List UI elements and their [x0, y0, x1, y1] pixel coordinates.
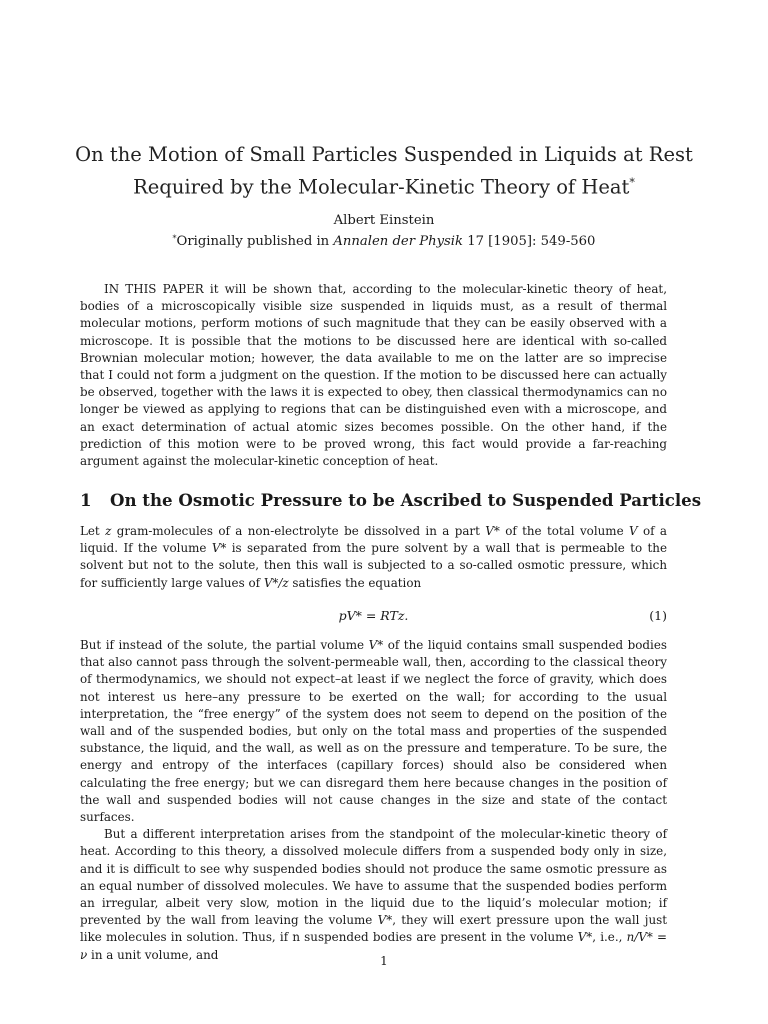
journal-name: Annalen der Physik [333, 234, 463, 249]
paragraph-2: But if instead of the solute, the partial volume V* of the liquid contains small suspended bodies that also cannot pass through the solvent-permeable wall, then, according to the classical theory of thermodynamics, we should not expect–at least if we neglect the force of gravity, which does not interest us here–any pressure to be exerted on the wall; for according to the usual interpretation, the “free energy” of the system does not seem to depend on the position of the wall and of the suspended bodies, but only on the total mass and properties of the suspended substance, the liquid, and the wall, as well as on the pressure and temperature. To be sure, the energy and entropy of the interfaces (capillary forces) should also be considered when calculating the free energy; but we can disregard them here because changes in the position of the wall and suspended bodies will not cause changes in the size and state of the contact surfaces. [80, 638, 667, 825]
paper-title [60, 141, 708, 202]
section-heading [80, 490, 702, 510]
abstract: IN THIS PAPER it will be shown that, according to the molecular-kinetic theory of heat, bodies of a microscopically visible size suspended in liquids must, as a result of thermal molecular motions, perform motions of such magnitude that they can be easily observed with a microscope. It is possible that the motions to be discussed here are identical with so-called Brownian molecular motion; however, the data available to me on the latter are so imprecise that I could not form a judgment on the question. If the motion to be discussed here can actually be observed, together with the laws it is expected to obey, then classical thermodynamics can no longer be viewed as applying to regions that can be distinguished even with a microscope, and an exact determination of actual atomic sizes becomes possible. On the other hand, if the prediction of this motion were to be proved wrong, this fact would provide a far-reaching argument against the molecular-kinetic conception of heat. [80, 282, 667, 469]
section-title: On the Osmotic Pressure to be Ascribed to Suspended Particles [110, 490, 702, 510]
title-footnote-mark: * [629, 176, 635, 189]
title-line-2: Required by the Molecular-Kinetic Theory of Heat* [133, 175, 635, 199]
body-text [80, 637, 667, 964]
title-line-1: On the Motion of Small Particles Suspended in Liquids at Rest [75, 143, 693, 166]
publication-note: *Originally published in Annalen der Physik 17 [1905]: 549-560 [172, 234, 596, 249]
page-number: 1 [380, 954, 388, 968]
equation-number: (1) [649, 608, 667, 623]
author-name: Albert Einstein [333, 213, 435, 228]
paragraph-3: But a different interpretation arises from the standpoint of the molecular-kinetic theory of heat. According to this theory, a dissolved molecule differs from a suspended body only in size, and it is difficult to see why suspended bodies should not produce the same osmotic pressure as an equal number of dissolved molecules. We have to assume that the suspended bodies perform an irregular, albeit very slow, motion in the liquid due to the liquid’s molecular motion; if prevented by the wall from leaving the volume V*, they will exert pressure upon the wall just like molecules in solution. Thus, if n suspended bodies are present in the volume V*, i.e., n/V* = ν in a unit volume, and [80, 827, 667, 962]
equation-expression: pV* = RTz. [338, 608, 409, 623]
paragraph-1: Let z gram-molecules of a non-electrolyte be dissolved in a part V* of the total volume V of a liquid. If the volume V* is separated from the pure solvent by a wall that is permeable to the solvent but not to the solute, then this wall is subjected to a so-called osmotic pressure, which for sufficiently large values of V*/z satisfies the equation [80, 524, 667, 590]
section-number: 1 [80, 490, 92, 510]
